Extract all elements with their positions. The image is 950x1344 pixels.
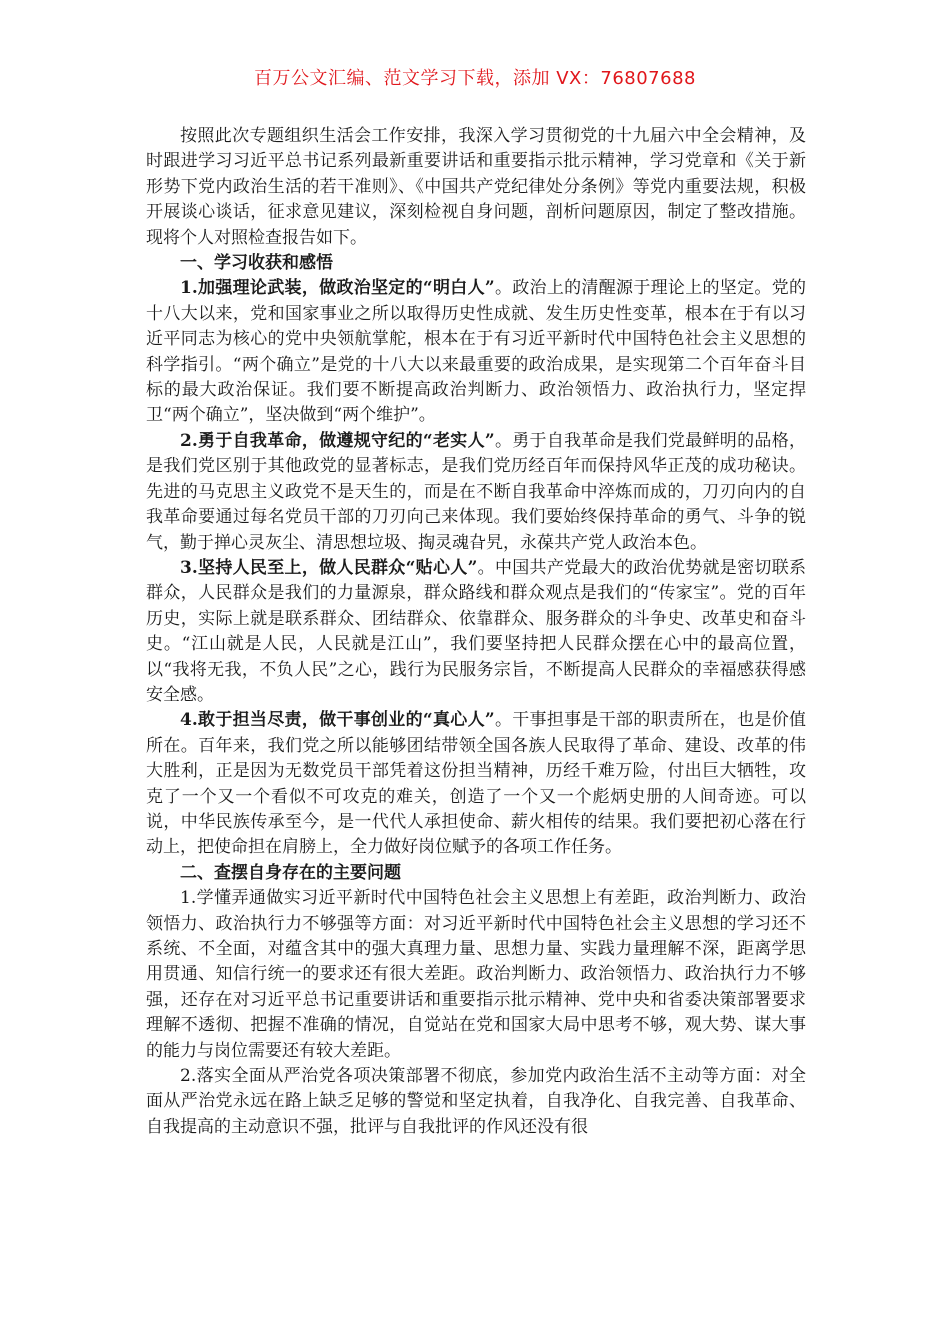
intro-paragraph: 按照此次专题组织生活会工作安排，我深入学习贯彻党的十九届六中全会精神，及时跟进学习习近平总书记系列最新重要讲话和重要指示批示精神，学习党章和《关于新形势下党内政治生活的若干准则》、《中国共产党纪律处分条例》等党内重要法规，积极开展谈心谈话，征求意见建议，深刻检视自身问题，剖析问题原因，制定了整改措施。现将个人对照检查报告如下。 bbox=[146, 126, 806, 248]
item-lead: 3.坚持人民至上，做人民群众“贴心人” bbox=[180, 557, 478, 578]
section1-item-2 bbox=[146, 429, 806, 556]
section-heading-2: 二、查摆自身存在的主要问题 bbox=[180, 862, 401, 883]
item-lead: 2.勇于自我革命，做遵规守纪的“老实人” bbox=[180, 430, 495, 451]
document-body bbox=[146, 124, 806, 1140]
item-lead: 4.敢于担当尽责，做干事创业的“真心人” bbox=[180, 710, 495, 731]
section-heading-1: 一、学习收获和感悟 bbox=[180, 253, 333, 274]
item-text: 。勇于自我革命是我们党最鲜明的品格，是我们党区别于其他政党的显著标志，是我们党历经百年而保持风华正茂的成功秘诀。先进的马克思主义政党不是天生的，而是在不断自我革命中淬炼而成的，刀刃向内的自我革命要通过每名党员干部的刀刃向己来体现。我们要始终保持革命的勇气、斗争的锐气，勤于掸心灵灰尘、清思想垃圾、掏灵魂旮旯，永葆共产党人政治本色。 bbox=[146, 430, 806, 553]
section1-item-4 bbox=[146, 708, 806, 860]
section1-item-3 bbox=[146, 556, 806, 708]
item-text: 。政治上的清醒源于理论上的坚定。党的十八大以来，党和国家事业之所以取得历史性成就、发生历史性变革，根本在于有以习近平同志为核心的党中央领航掌舵，根本在于有习近平新时代中国特色社会主义思想的科学指引。“两个确立”是党的十八大以来最重要的政治成果，是实现第二个百年奋斗目标的最大政治保证。我们要不断提高政治判断力、政治领悟力、政治执行力，坚定捍卫“两个确立”，坚决做到“两个维护”。 bbox=[146, 278, 806, 426]
item-lead: 1.加强理论武装，做政治坚定的“明白人” bbox=[180, 278, 495, 299]
item-text: 。中国共产党最大的政治优势就是密切联系群众，人民群众是我们的力量源泉，群众路线和群众观点是我们的“传家宝”。党的百年历史，实际上就是联系群众、团结群众、依靠群众、服务群众的斗争史、改革史和奋斗史。“江山就是人民，人民就是江山”，我们要坚持把人民群众摆在心中的最高位置，以“我将无我，不负人民”之心，践行为民服务宗旨，不断提高人民群众的幸福感获得感安全感。 bbox=[146, 557, 806, 705]
section2-item-2: 2.落实全面从严治党各项决策部署不彻底，参加党内政治生活不主动等方面：对全面从严治党永远在路上缺乏足够的警觉和坚定执着，自我净化、自我完善、自我革命、自我提高的主动意识不强，批评与自我批评的作风还没有很 bbox=[146, 1066, 806, 1137]
section1-item-1 bbox=[146, 276, 806, 428]
promo-banner: 百万公文汇编、范文学习下载，添加 VX：76807688 bbox=[254, 68, 696, 89]
section2-item-1: 1.学懂弄通做实习近平新时代中国特色社会主义思想上有差距，政治判断力、政治领悟力、政治执行力不够强等方面：对习近平新时代中国特色社会主义思想的学习还不系统、不全面，对蕴含其中的强大真理力量、思想力量、实践力量理解不深，距离学思用贯通、知信行统一的要求还有很大差距。政治判断力、政治领悟力、政治执行力不够强，还存在对习近平总书记重要讲话和重要指示批示精神、党中央和省委决策部署要求理解不透彻、把握不准确的情况，自觉站在党和国家大局中思考不够，观大势、谋大事的能力与岗位需要还有较大差距。 bbox=[146, 888, 806, 1061]
item-text: 。干事担事是干部的职责所在，也是价值所在。百年来，我们党之所以能够团结带领全国各族人民取得了革命、建设、改革的伟大胜利，正是因为无数党员干部凭着这份担当精神，历经千难万险，付出巨大牺牲，攻克了一个又一个看似不可攻克的难关，创造了一个又一个彪炳史册的人间奇迹。可以说，中华民族传承至今，是一代代人承担使命、薪火相传的结果。我们要把初心落在行动上，把使命担在肩膀上，全力做好岗位赋予的各项工作任务。 bbox=[146, 710, 806, 858]
